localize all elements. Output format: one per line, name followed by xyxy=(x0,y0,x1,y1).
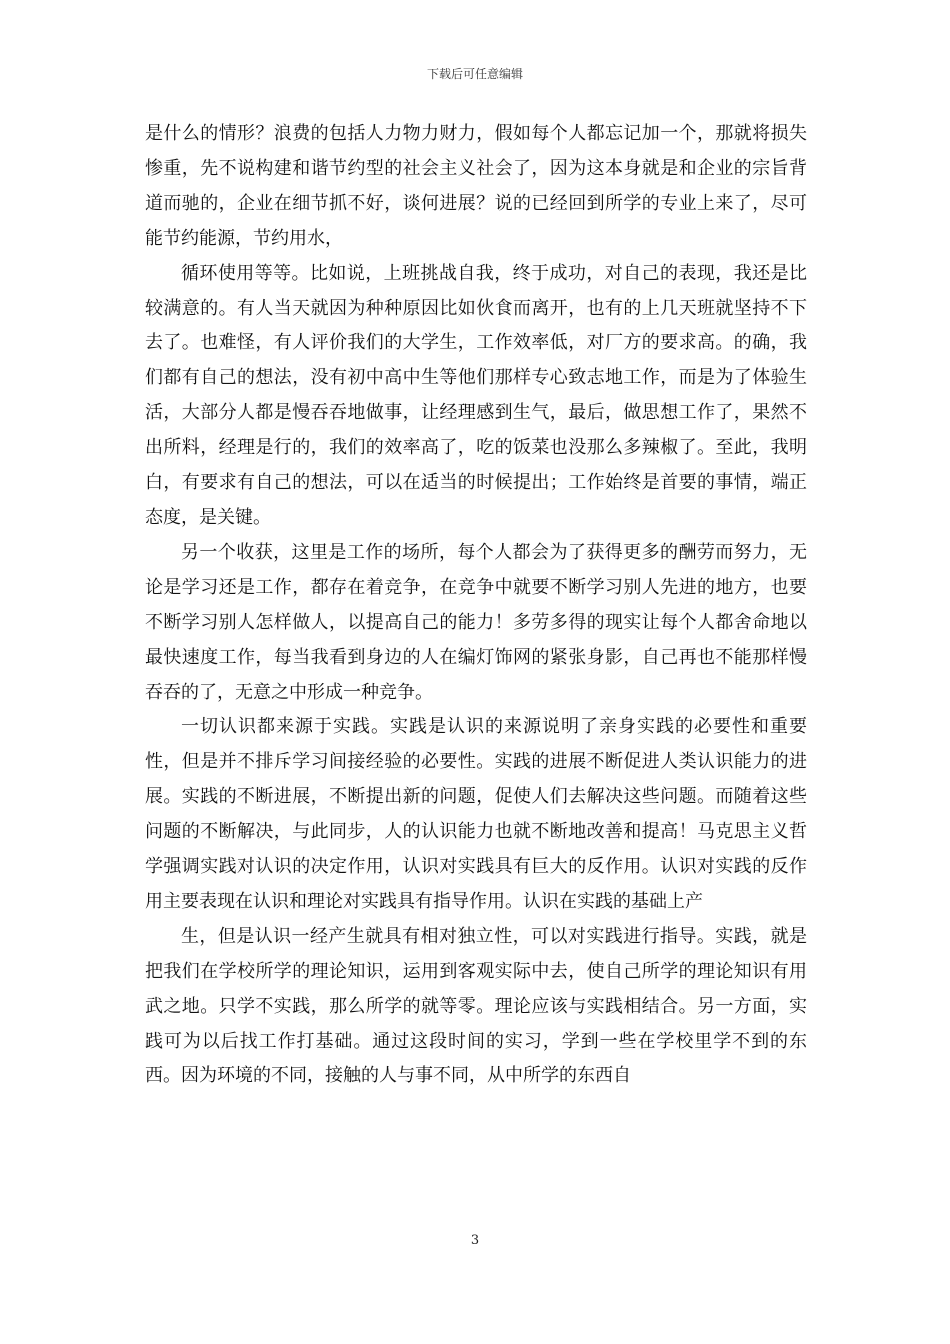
paragraph-4: 一切认识都来源于实践。实践是认识的来源说明了亲身实践的必要性和重要性，但是并不排斥学习间接经验的必要性。实践的进展不断促进人类认识能力的进展。实践的不断进展，不断提出新的问题，促使人们去解决这些问题。而随着这些问题的不断解决，与此同步，人的认识能力也就不断地改善和提高！马克思主义哲学强调实践对认识的决定作用，认识对实践具有巨大的反作用。认识对实践的反作用主要表现在认识和理论对实践具有指导作用。认识在实践的基础上产 xyxy=(145,716,807,912)
page-header: 下载后可任意编辑 xyxy=(426,67,523,81)
paragraph-5: 生，但是认识一经产生就具有相对独立性，可以对实践进行指导。实践，就是把我们在学校所学的理论知识，运用到客观实际中去，使自己所学的理论知识有用武之地。只学不实践，那么所学的就等零。理论应该与实践相结合。另一方面，实践可为以后找工作打基础。通过这段时间的实习，学到一些在学校里学不到的东西。因为环境的不同，接触的人与事不同，从中所学的东西自 xyxy=(145,925,807,1087)
paragraph-3: 另一个收获，这里是工作的场所，每个人都会为了获得更多的酬劳而努力，无论是学习还是工作，都存在着竞争，在竞争中就要不断学习别人先进的地方，也要不断学习别人怎样做人，以提高自己的能力！多劳多得的现实让每个人都舍命地以最快速度工作，每当我看到身边的人在编灯饰网的紧张身影，自己再也不能那样慢吞吞的了，无意之中形成一种竞争。 xyxy=(145,541,807,703)
paragraph-2: 循环使用等等。比如说，上班挑战自我，终于成功，对自己的表现，我还是比较满意的。有人当天就因为种种原因比如伙食而离开，也有的上几天班就坚持不下去了。也难怪，有人评价我们的大学生，工作效率低，对厂方的要求高。的确，我们都有自己的想法，没有初中高中生等他们那样专心致志地工作，而是为了体验生活，大部分人都是慢吞吞地做事，让经理感到生气，最后，做思想工作了，果然不出所料，经理是行的，我们的效率高了，吃的饭菜也没那么多辣椒了。至此，我明白，有要求有自己的想法，可以在适当的时候提出；工作始终是首要的事情，端正态度，是关键。 xyxy=(145,262,807,528)
document-body xyxy=(145,117,807,1094)
page-number: 3 xyxy=(470,1233,480,1248)
paragraph-1: 是什么的情形？浪费的包括人力物力财力，假如每个人都忘记加一个，那就将损失惨重，先不说构建和谐节约型的社会主义社会了，因为这本身就是和企业的宗旨背道而驰的，企业在细节抓不好，谈何进展？说的已经回到所学的专业上来了，尽可能节约能源，节约用水， xyxy=(145,123,807,249)
